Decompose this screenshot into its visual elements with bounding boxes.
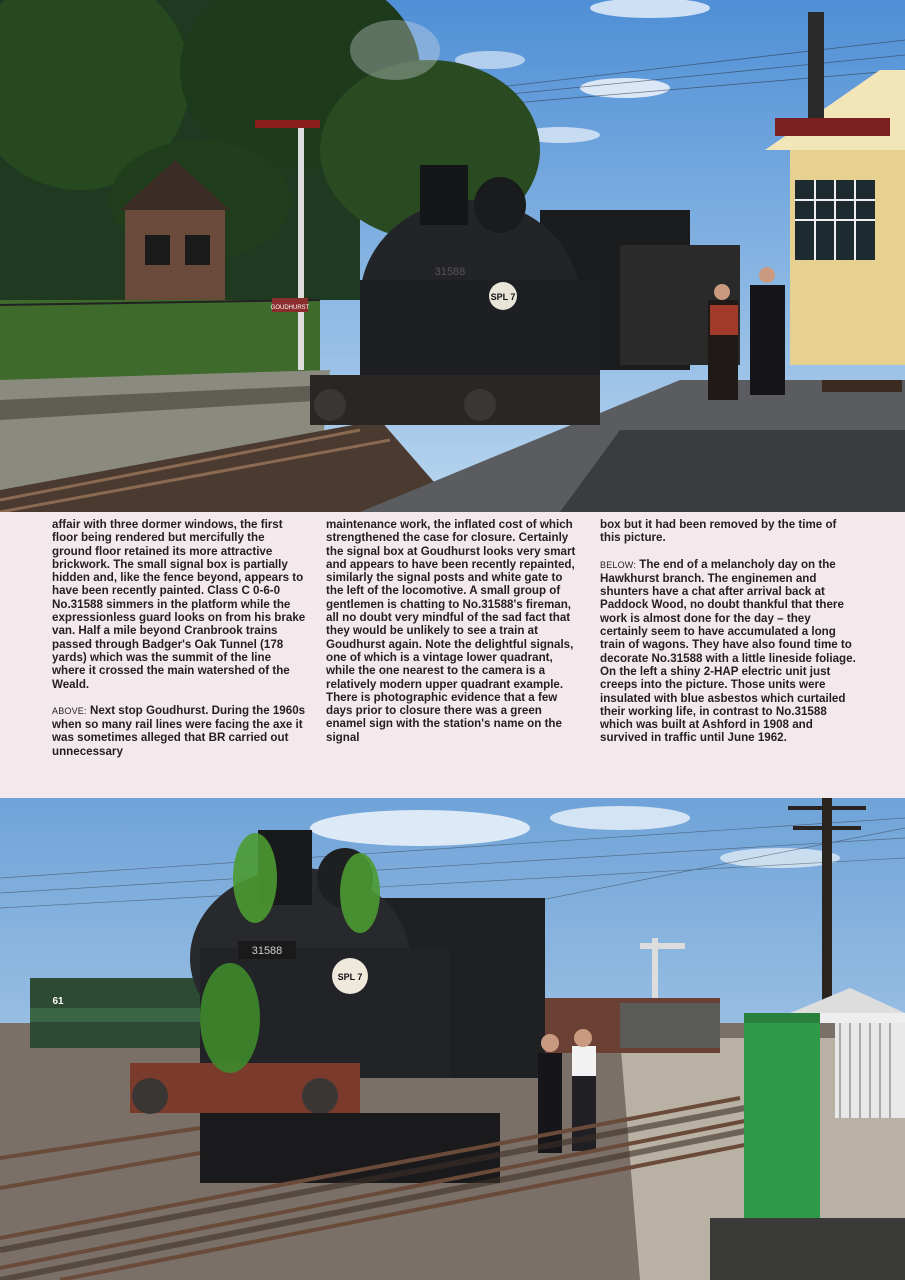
- column-1-paragraph-2: [52, 704, 306, 758]
- top-disc-label: SPL 7: [490, 292, 516, 302]
- top-photo: [0, 0, 905, 512]
- top-station-sign: GOUDHURST: [270, 305, 310, 311]
- emu-number: 61: [52, 996, 64, 1007]
- below-caption-text: The end of a melancholy day on the Hawkhurst branch. The enginemen and shunters have a chat after arrival back at Paddock Wood, no doubt thankful that there work is almost done for the day – they certainly seem to have accumulated a long train of wagons. They have also found time to decorate No.31588 with a little lineside foliage. On the left a shiny 2-HAP electric unit just creeps into the picture. Those units were insulated with blue asbestos which curtailed their working life, in contrast to No.31588 which was built at Ashford in 1908 and survived in traffic until June 1962.: [600, 557, 856, 745]
- bottom-disc-label: SPL 7: [337, 972, 363, 982]
- above-caption-text: Next stop Goudhurst. During the 1960s when so many rail lines were facing the axe it was sometimes alleged that BR carried out unnecessary: [52, 703, 306, 758]
- text-column-1: [52, 518, 306, 771]
- text-column-3: [600, 518, 856, 758]
- caption-text-band: [0, 512, 905, 798]
- text-column-2: [326, 518, 580, 757]
- bottom-photo: [0, 798, 905, 1280]
- bottom-photo-illustration: [0, 798, 905, 1280]
- below-caption-label: BELOW:: [600, 559, 637, 570]
- column-3-paragraph-2: [600, 558, 856, 745]
- column-3-paragraph-1: box but it had been removed by the time of this picture.: [600, 518, 837, 545]
- column-1-paragraph-1: affair with three dormer windows, the first floor being rendered but mercifully the ground floor retained its more attractive brickwork. The small signal box is partially hidden and, like the fence beyond, appears to have been recently painted. Class C 0-6-0 No.31588 simmers in the platform while the expressionless guard looks on from his brake van. Half a mile beyond Cranbrook trains passed through Badger's Oak Tunnel (178 yards) which was the summit of the line where it crossed the main watershed of the Weald.: [52, 518, 306, 691]
- top-photo-illustration: [0, 0, 905, 512]
- column-2-paragraph-1: maintenance work, the inflated cost of which strengthened the case for closure. Certainly the signal box at Goudhurst looks very smart and appears to have been recently repainted, similarly the signal posts and white gate to the left of the locomotive. A small group of gentlemen is chatting to No.31588's fireman, all no doubt very mindful of the sad fact that they would be unlikely to see a train at Goudhurst again. Note the delightful signals, one of which is a vintage lower quadrant, while the one nearest to the camera is a relatively modern upper quadrant example. There is photographic evidence that a few days prior to closure there was a green enamel sign with the station's name on the signal: [326, 518, 576, 744]
- bottom-smokebox-number: 31588: [251, 945, 283, 957]
- above-caption-label: ABOVE:: [52, 705, 87, 716]
- top-smokebox-number: 31588: [434, 266, 466, 278]
